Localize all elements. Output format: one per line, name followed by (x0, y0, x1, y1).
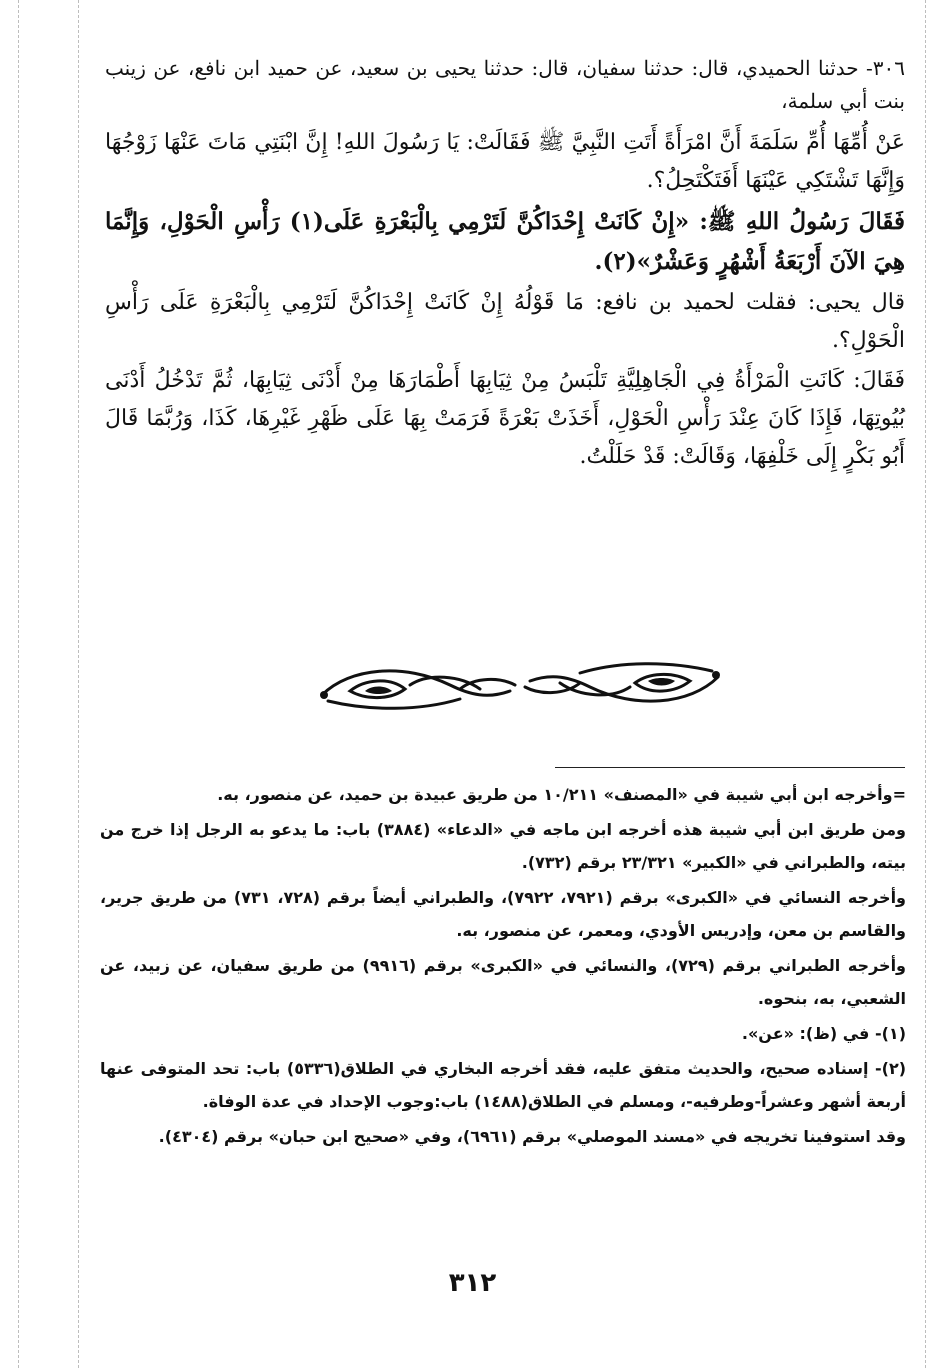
isnad-line: ٣٠٦- حدثنا الحميدي، قال: حدثنا سفيان، قال: حدثنا يحيى بن سعيد، عن حميد ابن نافع، عن زينب بنت أبي سلمة، (105, 56, 905, 113)
footnote-continuation: =وأخرجه ابن أبي شيبة في «المصنف» ١٠/٢١١ من طريق عبيدة بن حميد، عن منصور، به. (217, 785, 906, 804)
footnote-paragraph: وأخرجه الطبراني برقم (٧٢٩)، والنسائي في «الكبرى» برقم (٩٩١٦) من طريق سفيان، عن زبيد، عن الشعبي، به، بنحوه. (100, 956, 907, 1008)
footnotes (100, 778, 906, 1153)
footnote-paragraph: وأخرجه النسائي في «الكبرى» برقم (٧٩٢١، ٧٩٢٢)، والطبراني أيضاً برقم (٧٢٨، ٧٣١) من طريق جرير، والقاسم بن معن، وإدريس الأودي، ومعمر، عن منصور، به. (100, 888, 907, 940)
footnote-2: (٢)- إسناده صحيح، والحديث متفق عليه، فقد أخرجه البخاري في الطلاق(٥٣٣٦) باب: تحد المتوفى عنها أربعة أشهر وعشراً-وطرفيه-، ومسلم في الطلاق(١٤٨٨) باب:وجوب الإحداد في عدة الوفاة. (100, 1059, 907, 1111)
humaid-answer: فَقَالَ: كَانَتِ الْمَرْأَةُ فِي الْجَاهِلِيَّةِ تَلْبَسُ مِنْ ثِيَابِهَا أَطْمَارَهَا مِنْ أَدْنَى ثِيَابِهَا، ثُمَّ تَدْخُلُ أَدْنَى بُيُوتِهَا، فَإِذَا كَانَ عِنْدَ رَأْسِ الْحَوْلِ، أَخَذَتْ بَعْرَةً فَرَمَتْ بِهَا عَلَى ظَهْرِ غَيْرِهَا، كَذَا، وَرُبَّمَا قَالَ أَبُو بَكْرٍ إِلَى خَلْفِهَا، وَقَالَتْ: قَدْ حَلَلْتُ. (105, 368, 905, 469)
footnote-paragraph: وقد استوفينا تخريجه في «مسند الموصلي» برقم (٦٩٦١)، وفي «صحيح ابن حبان» برقم (٤٣٠٤). (158, 1127, 906, 1146)
prophet-reply: فَقَالَ رَسُولُ اللهِ ﷺ: «إِنْ كَانَتْ إِحْدَاكُنَّ لَتَرْمِي بِالْبَعْرَةِ عَلَى(١) رَأْسِ الْحَوْلِ، وَإِنَّمَا هِيَ الآنَ أَرْبَعَةُ أَشْهُرٍ وَعَشْرٌ»(٢). (105, 208, 905, 275)
scan-guide-line (18, 0, 19, 1368)
decorative-ornament (310, 655, 730, 717)
footnote-1: (١)- في (ظ): «عن». (741, 1024, 906, 1043)
matn-paragraph: عَنْ أُمِّهَا أُمِّ سَلَمَةَ أَنَّ امْرَأَةً أَتَتِ النَّبِيَّ ﷺ فَقَالَتْ: يَا رَسُولَ اللهِ! إِنَّ ابْنَتِي مَاتَ عَنْهَا زَوْجُهَا وَإِنَّهَا تَشْتَكِي عَيْنَهَا أَفَتَكْتَحِلُ؟. (105, 130, 905, 193)
footnote-paragraph: ومن طريق ابن أبي شيبة هذه أخرجه ابن ماجه في «الدعاء» (٣٨٨٤) باب: ما يدعو به الرجل إذا خرج من بيته، والطبراني في «الكبير» ٢٣/٣٢١ برقم (٧٣٢). (100, 820, 906, 872)
footnote-separator (555, 767, 905, 768)
scan-guide-line (925, 0, 926, 1368)
page-number: ٣١٢ (448, 1268, 497, 1298)
hadith-block (105, 52, 905, 476)
yahya-question: قال يحيى: فقلت لحميد بن نافع: مَا قَوْلُهُ إِنْ كَانَتْ إِحْدَاكُنَّ لَتَرْمِي بِالْبَعْرَةِ عَلَى رَأْسِ الْحَوْلِ؟. (105, 290, 905, 353)
scan-guide-line (78, 0, 79, 1368)
